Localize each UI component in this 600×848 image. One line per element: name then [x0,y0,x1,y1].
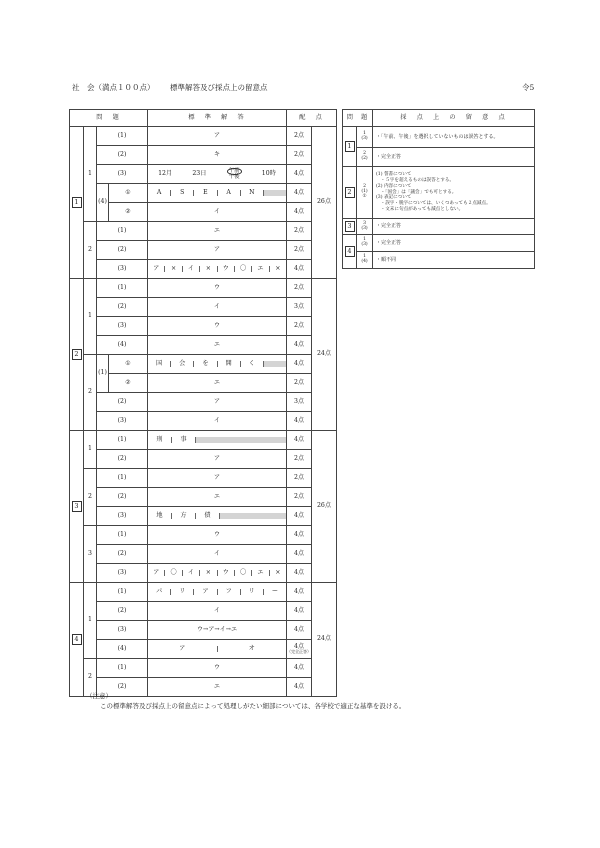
question-number: (1) [97,222,148,241]
group-label: 2 [84,469,97,526]
points-cell: 4点 [287,412,312,431]
grid-cell: ア [148,646,218,653]
grid-cell: 債 [196,513,220,520]
points-cell: 4点 [287,184,312,203]
grid-cell: A [148,190,171,197]
question-number: ② [109,203,148,222]
group-label: 2 [84,355,97,431]
answer-cell: ウ [148,659,287,678]
points-cell: 2点 [287,317,312,336]
notes-text: ・「午前、午後」を選択していないものは誤答とする。 [373,127,535,148]
points-cell: 4点 [287,203,312,222]
grid-cell: 〇 [165,570,182,577]
notes-header-title: 採 点 上 の 留 意 点 [373,110,535,127]
group-label: 2 [84,222,97,279]
grid-cell: × [200,570,217,577]
points-cell: 4点 [287,602,312,621]
question-number: (1) [97,583,148,602]
points-cell: 4点 [287,507,312,526]
question-number: (3) [97,317,148,336]
header-points: 配 点 [287,110,337,127]
sub-question-number: (1) [97,355,109,393]
section-total: 26点 [312,127,337,279]
sub-question-number: (4) [97,184,109,222]
points-cell: 2点 [287,146,312,165]
points-cell: 4点 （完全正答） [287,640,312,659]
points-note: （完全正答） [287,649,311,655]
question-number: ① [109,355,148,374]
grid-cell: 刑 [148,437,172,444]
points-cell: 2点 [287,127,312,146]
footer-text: この標準解答及び採点上の留意点によって処理しがたい細部については、各学校で適正な基準を設ける。 [100,702,406,710]
answer-grid [148,184,287,203]
question-number: (2) [97,450,148,469]
notes-question-ref: 1 (4) [357,252,373,269]
notes-section-4: 4 [343,235,357,269]
header-answer: 標 準 解 答 [148,110,287,127]
question-number: (2) [97,146,148,165]
section-3-number: 3 [70,431,84,583]
answer-cell: ア [148,469,287,488]
group-label: 1 [84,279,97,355]
group-label: 3 [84,526,97,583]
section-4-number: 4 [70,583,84,697]
question-number: (1) [97,279,148,298]
points-cell: 4点 [287,564,312,583]
answer-grid [148,355,287,374]
answer-cell: ア [148,127,287,146]
grid-cell: ウ [218,266,235,273]
notes-question-ref: 1 (3) [357,235,373,252]
grid-cell: × [200,266,217,273]
notes-header-question: 問 題 [343,110,373,127]
points-cell: 4点 [287,545,312,564]
grid-cell: ウ [218,570,235,577]
grid-cell: ア [194,589,217,596]
points-cell: 4点 [287,165,312,184]
question-number: (3) [97,412,148,431]
answer-cell: エ [148,222,287,241]
grid-cell: パ [148,589,171,596]
notes-question-ref: 2 (1) ① [357,167,373,219]
question-number: (4) [97,640,148,659]
answer-cell: ウ [148,317,287,336]
question-number: (3) [97,507,148,526]
grid-cell: 国 [148,361,171,368]
grid-cell: N [241,190,264,197]
grid-cell: ー [271,587,279,595]
points-cell: 2点 [287,488,312,507]
points-cell: 3点 [287,298,312,317]
grid-cell: 〇 [235,570,252,577]
grid-cell: を [194,361,217,368]
question-number: ② [109,374,148,393]
grid-cell-shaded [220,513,286,520]
grid-cell: オ [248,644,255,652]
answer-grid [148,431,287,450]
grid-cell: エ [252,266,269,273]
points-cell: 2点 [287,450,312,469]
notes-text-list: (1) 誓書について ・５字を超えるものは誤答とする。 (2) 内容について ・「国会」は「議会」でも可とする。 (3) 表記について ・誤字・脱字については、いくつあっても２点減点。 ・文末に句点があっても減点としない。 [373,167,535,219]
answer-cell: イ [148,545,287,564]
answer-grid [148,583,287,602]
notes-text: ・順不同 [373,252,535,269]
answer-cell: イ [148,602,287,621]
answer-cell: エ [148,678,287,697]
points-cell: 2点 [287,374,312,393]
grid-cell: E [194,190,217,197]
question-number: (1) [97,127,148,146]
answer-grid [148,260,287,279]
points-cell: 2点 [287,279,312,298]
grid-cell: ア [148,266,165,273]
question-number: (2) [97,241,148,260]
answer-cell: イ [148,203,287,222]
answer-cell: ウ [148,526,287,545]
points-cell: 4点 [287,621,312,640]
document-title: 標準解答及び採点上の留意点 [170,83,268,92]
grid-cell: 事 [172,437,196,444]
grid-cell: イ [183,266,200,273]
grid-cell-shaded [196,437,286,444]
grid-cell: フ [218,589,241,596]
question-number: (1) [97,659,148,678]
points-cell: 2点 [287,241,312,260]
question-number: (4) [97,336,148,355]
notes-text: ・完全正答 [373,148,535,167]
grid-cell: × [275,568,281,576]
grid-cell: 方 [172,513,196,520]
notes-section-1: 1 [343,127,357,167]
question-number: (1) [97,526,148,545]
question-number: (2) [97,488,148,507]
grid-cell: × [275,264,281,272]
grid-cell: ア [148,570,165,577]
answer-month: 12月 [158,169,173,177]
notes-section-2: 2 [343,167,357,219]
grid-cell: 開 [218,361,241,368]
ampm-other: 午後 [228,174,240,180]
notes-text: ・完全正答 [373,235,535,252]
answer-cell: ウ→ア→イ→エ [148,621,287,640]
notes-question-ref: 3 (3) [357,219,373,235]
points-cell: 4点 [287,659,312,678]
header-question: 問 題 [70,110,148,127]
answer-grid [148,564,287,583]
points-cell: 4点 [287,355,312,374]
section-1-number: 1 [70,127,84,279]
answer-cell: ウ [148,279,287,298]
answer-day: 23日 [192,169,207,177]
section-total: 24点 [312,279,337,431]
points-cell: 4点 [287,583,312,602]
answer-grid [148,507,287,526]
question-number: (2) [97,298,148,317]
grid-cell-shaded [264,361,286,368]
answer-cell: キ [148,146,287,165]
points-cell: 4点 [287,526,312,545]
answer-cell: ア [148,393,287,412]
points-cell: 4点 [287,336,312,355]
grid-cell: エ [252,570,269,577]
notes-question-ref: 2 (2) [357,148,373,167]
question-number: (3) [97,260,148,279]
question-number: (2) [97,393,148,412]
grid-cell-shaded [264,190,286,197]
question-number: (3) [97,564,148,583]
grid-cell: A [218,190,241,197]
answer-table [69,109,337,697]
answer-cell: ア [148,241,287,260]
page-label: 令5 [522,83,535,92]
grid-cell: 会 [171,361,194,368]
question-number: (2) [97,602,148,621]
points-cell: 3点 [287,393,312,412]
answer-cell: エ [148,336,287,355]
points-cell: 4点 [287,260,312,279]
subject-label: 社 会（満点１００点） [72,83,155,92]
grid-cell: S [171,190,194,197]
answer-cell: エ [148,374,287,393]
question-number: (1) [97,469,148,488]
grid-cell: × [165,266,182,273]
points-cell: 4点 [287,431,312,450]
notes-question-ref: 1 (3) [357,127,373,148]
points-cell: 2点 [287,469,312,488]
points-cell: 2点 [287,222,312,241]
grid-cell: 〇 [235,266,252,273]
grid-cell: リ [241,589,264,596]
question-number: (1) [97,431,148,450]
answer-hour: 10時 [261,169,276,177]
scoring-notes-table [342,109,535,269]
ampm-selected: 午前 [228,167,240,174]
grid-cell: イ [183,570,200,577]
question-number: (3) [97,621,148,640]
grid-cell: く [241,361,264,368]
section-total: 24点 [312,583,337,697]
answer-cell [148,165,287,184]
answer-cell: ア [148,450,287,469]
group-label: 1 [84,431,97,469]
question-number: (3) [97,165,148,184]
section-2-number: 2 [70,279,84,431]
question-number: (2) [97,678,148,697]
answer-grid [148,640,287,659]
group-label: 1 [84,127,97,222]
notes-section-3: 3 [343,219,357,235]
question-number: ① [109,184,148,203]
answer-cell: エ [148,488,287,507]
answer-cell: イ [148,412,287,431]
notes-text: ・完全正答 [373,219,535,235]
group-label: 2 [84,659,97,697]
points-cell: 4点 [287,678,312,697]
group-label: 1 [84,583,97,659]
section-total: 26点 [312,431,337,583]
grid-cell: リ [171,589,194,596]
footer-label: （注意） [86,692,112,700]
answer-cell: イ [148,298,287,317]
grid-cell: 地 [148,513,172,520]
question-number: (2) [97,545,148,564]
